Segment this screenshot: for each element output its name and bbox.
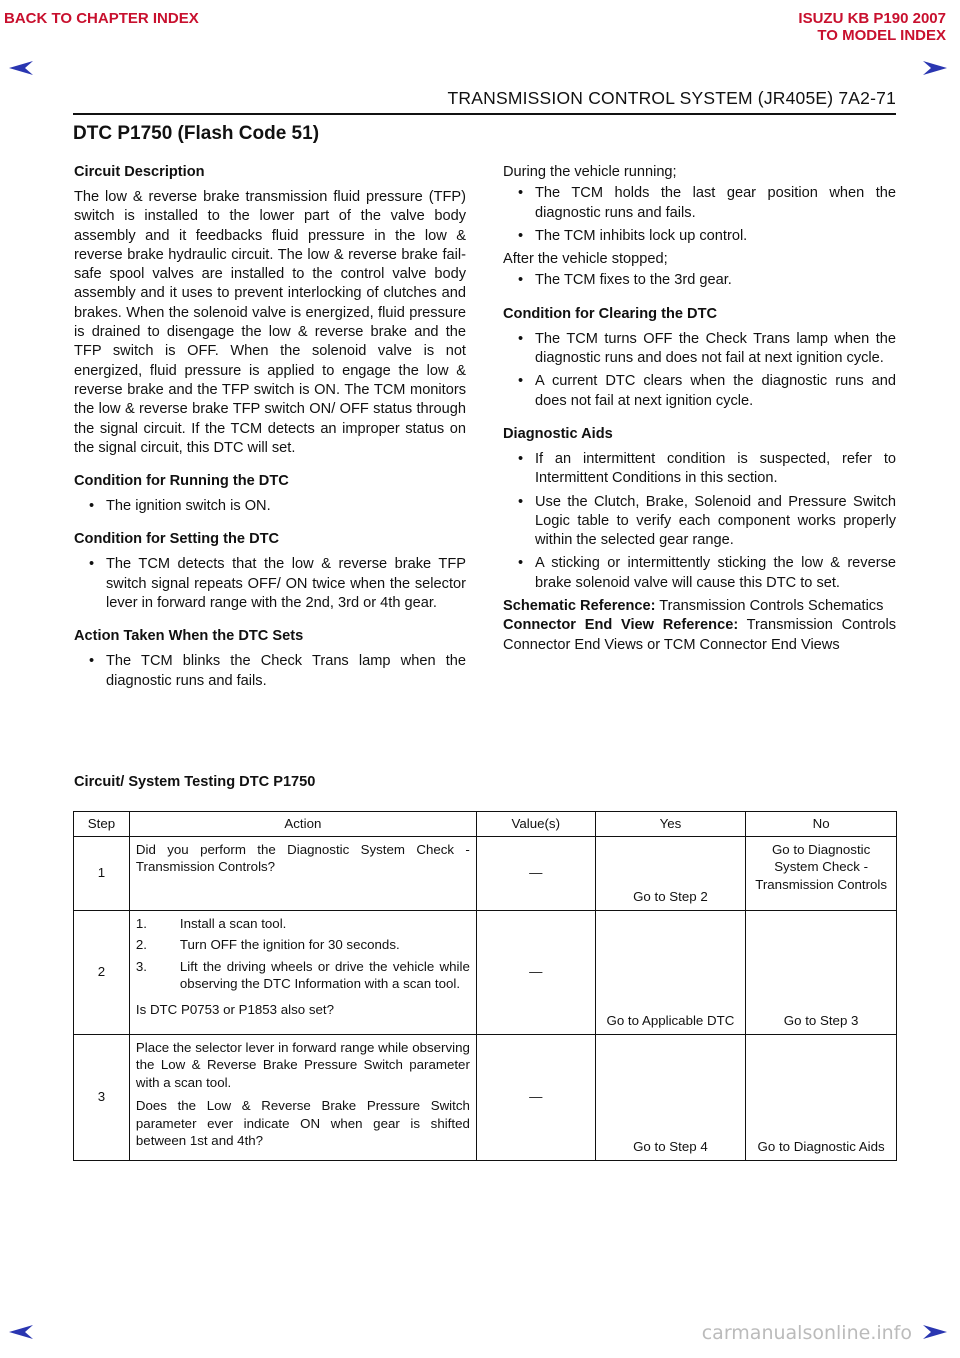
table-row <box>74 910 897 1034</box>
running-actions-list <box>503 184 896 246</box>
list-item: 1. Install a scan tool. <box>135 915 287 931</box>
section-header: TRANSMISSION CONTROL SYSTEM (JR405E) 7A2-71 <box>447 88 896 108</box>
stopped-lead-text: After the vehicle stopped; <box>503 251 668 268</box>
list-item: • The TCM detects that the low & reverse brake TFP switch signal repeats OFF/ ON twice when the selector lever in forward range with the 2nd, 3rd or 4th gear. <box>74 555 466 613</box>
list-item: • The TCM holds the last gear position when the diagnostic runs and fails. <box>503 184 896 223</box>
model-name-label: ISUZU KB P190 2007 <box>798 10 946 27</box>
step-yes-link[interactable]: Go to Step 4 <box>595 1034 746 1160</box>
list-item: 2. Turn OFF the ignition for 30 seconds. <box>135 937 400 952</box>
connector-reference <box>503 616 896 655</box>
column-header-step: Step <box>74 812 130 837</box>
step-number: 3 <box>74 1034 130 1160</box>
table-row <box>74 1034 897 1160</box>
circuit-description-heading: Circuit Description <box>74 164 205 180</box>
step-yes-link[interactable]: Go to Step 2 <box>595 836 746 910</box>
schematic-reference-link[interactable]: Transmission Controls Schematics <box>659 598 884 615</box>
back-to-chapter-index-link[interactable]: BACK TO CHAPTER INDEX <box>4 10 199 27</box>
running-condition-list <box>74 497 466 516</box>
site-watermark: carmanualsonline.info <box>701 1322 912 1344</box>
step-number: 2 <box>74 910 130 1034</box>
right-column <box>503 163 896 655</box>
step-question: Does the Low & Reverse Brake Pressure Switch parameter ever indicate ON when gear is shifted between 1st and 4th? <box>135 1098 470 1148</box>
step-number: 1 <box>74 836 130 910</box>
next-page-arrow-icon[interactable] <box>922 1324 948 1340</box>
list-item: • If an intermittent condition is suspected, refer to Intermittent Conditions in this section. <box>503 450 896 489</box>
running-condition-heading: Condition for Running the DTC <box>74 473 289 490</box>
step-yes-link[interactable]: Go to Applicable DTC <box>595 910 746 1034</box>
column-header-action: Action <box>129 812 476 837</box>
model-index-block[interactable] <box>798 10 946 44</box>
connector-reference-label: Connector End View Reference: <box>503 617 739 634</box>
table-header-row <box>74 812 897 837</box>
step-no-link[interactable]: Go to Diagnostic System Check - Transmission Controls <box>746 836 897 910</box>
list-item: • The TCM fixes to the 3rd gear. <box>503 271 896 290</box>
list-item: • The ignition switch is ON. <box>74 497 466 516</box>
step-no-link[interactable]: Go to Diagnostic Aids <box>746 1034 897 1160</box>
header-divider <box>73 113 896 115</box>
step-no-link[interactable]: Go to Step 3 <box>746 910 897 1034</box>
schematic-reference-label: Schematic Reference: <box>503 598 656 615</box>
schematic-reference <box>503 597 896 616</box>
previous-page-arrow-icon[interactable] <box>8 1324 34 1340</box>
list-item: • The TCM turns OFF the Check Trans lamp when the diagnostic runs and does not fail at next ignition cycle. <box>503 330 896 369</box>
next-page-arrow-icon[interactable] <box>922 60 948 76</box>
previous-page-arrow-icon[interactable] <box>8 60 34 76</box>
step-value: — <box>476 836 595 910</box>
diagnostic-steps-table <box>73 811 897 1161</box>
stopped-actions-list <box>503 271 896 290</box>
step-question: Is DTC P0753 or P1853 also set? <box>135 1001 334 1017</box>
circuit-description-text: The low & reverse brake transmission fluid pressure (TFP) switch is installed to the lower part of the valve body assembly and it feedbacks fluid pressure in the low & reverse brake hydraulic circuit. The low & reverse brake fail-safe spool valves are installed to the control valve body assembly and it uses to prevent interlocking of clutches and brakes. When the solenoid valve is energized, fluid pressure is drained to disengage the low & reverse brake and the TFP switch is OFF. When the solenoid valve is not energized, fluid pressure is applied to engage the low & reverse brake and the TFP switch is ON. The TCM monitors the low & reverse brake TFP switch ON/ OFF status through the signal circuit. If the TCM detects an improper status on the signal circuit, this DTC will set. <box>74 189 466 456</box>
list-item: • The TCM blinks the Check Trans lamp when the diagnostic runs and fails. <box>74 652 466 691</box>
setting-condition-heading: Condition for Setting the DTC <box>74 531 280 548</box>
column-header-yes: Yes <box>595 812 746 837</box>
list-item: • The TCM inhibits lock up control. <box>503 227 896 246</box>
step-action: Did you perform the Diagnostic System Check - Transmission Controls? <box>129 836 476 910</box>
running-lead-text: During the vehicle running; <box>503 164 677 180</box>
diagnostic-aids-heading: Diagnostic Aids <box>503 425 613 442</box>
list-item: • A sticking or intermittently sticking the low & reverse brake solenoid valve will cause this DTC to set. <box>503 554 896 593</box>
step-instruction: Place the selector lever in forward range while observing the Low & Reverse Brake Pressure Switch parameter with a scan tool. <box>135 1039 470 1090</box>
clearing-condition-heading: Condition for Clearing the DTC <box>503 305 718 322</box>
action-steps-list <box>136 915 470 993</box>
left-column <box>74 163 466 705</box>
list-item: • Use the Clutch, Brake, Solenoid and Pressure Switch Logic table to verify each component works properly within the selected gear range. <box>503 493 896 551</box>
clearing-condition-list <box>503 330 896 411</box>
list-item: 3. Lift the driving wheels or drive the vehicle while observing the DTC Information with a scan tool. <box>135 958 470 991</box>
step-value: — <box>476 1034 595 1160</box>
column-header-no: No <box>746 812 897 837</box>
table-row <box>74 836 897 910</box>
action-taken-list <box>74 652 466 691</box>
setting-condition-list <box>74 555 466 613</box>
list-item: • A current DTC clears when the diagnostic runs and does not fail at next ignition cycle. <box>503 372 896 411</box>
column-header-values: Value(s) <box>476 812 595 837</box>
page-title: DTC P1750 (Flash Code 51) <box>73 123 320 144</box>
step-value: — <box>476 910 595 1034</box>
action-taken-heading: Action Taken When the DTC Sets <box>74 628 304 645</box>
to-model-index-link[interactable]: TO MODEL INDEX <box>817 27 946 44</box>
step-action <box>129 1034 476 1160</box>
connector-reference-link[interactable]: Transmission Controls Connector End Views or TCM Connector End Views <box>503 617 896 653</box>
testing-table-heading: Circuit/ System Testing DTC P1750 <box>74 774 316 790</box>
step-action <box>129 910 476 1034</box>
diagnostic-aids-list <box>503 450 896 593</box>
